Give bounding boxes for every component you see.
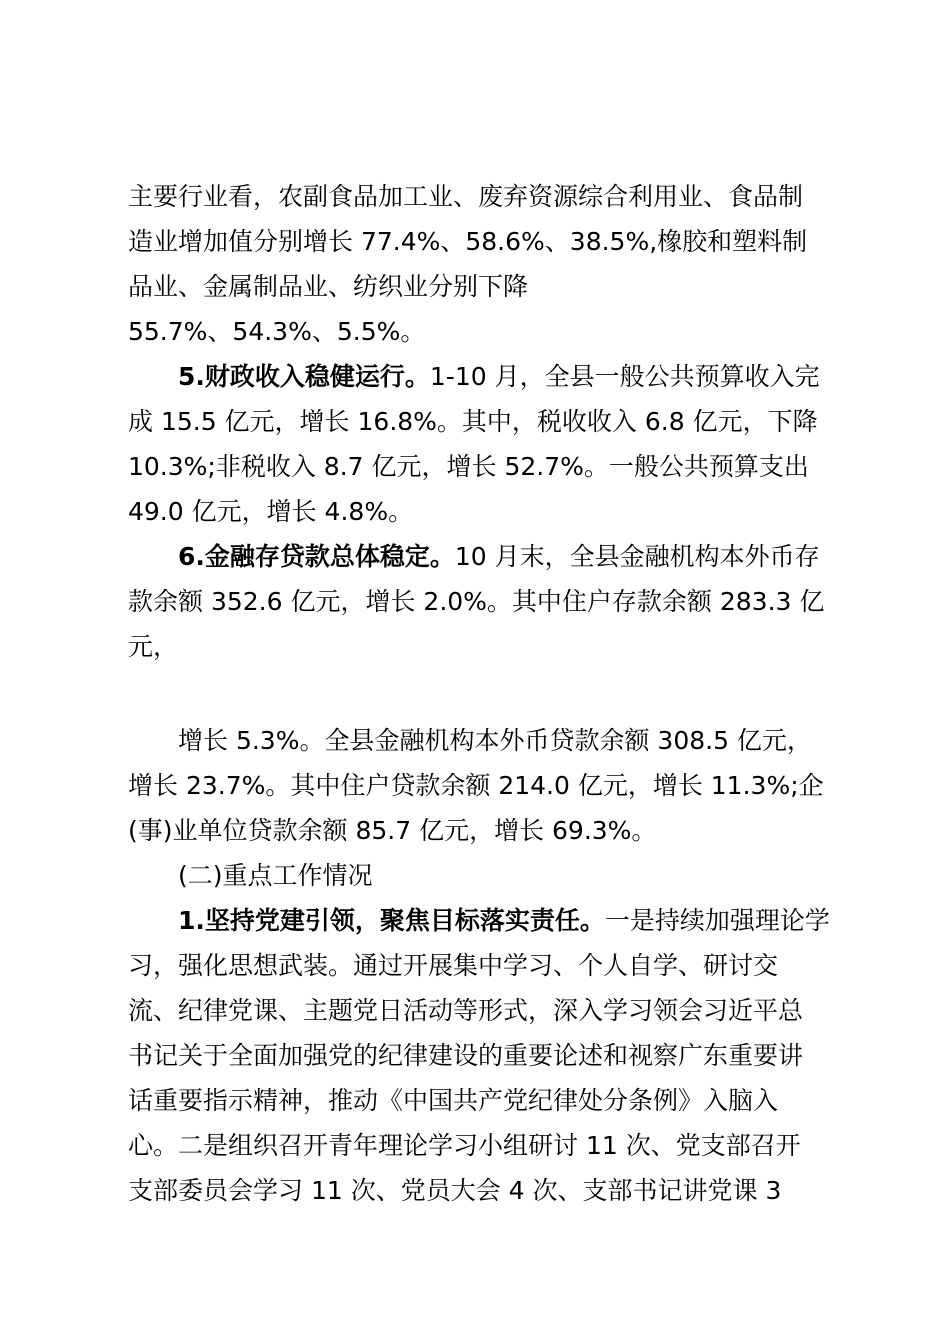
fiscal-line-2: 成 15.5 亿元，增长 16.8%。其中，税收收入 6.8 亿元，下降 xyxy=(128,407,818,436)
finance-line-6: (事)业单位贷款余额 85.7 亿元，增长 69.3%。 xyxy=(128,816,657,845)
party-line-3: 流、纪律党课、主题党日活动等形式，深入学习领会习近平总 xyxy=(128,996,804,1025)
industry-line-4: 55.7%、54.3%、5.5%。 xyxy=(128,317,426,346)
party-line-5: 话重要指示精神，推动《中国共产党纪律处分条例》入脑入 xyxy=(128,1086,779,1115)
finance-line-4: 增长 5.3%。全县金融机构本外币贷款余额 308.5 亿元， xyxy=(178,726,812,755)
party-heading: 1.坚持党建引领，聚焦目标落实责任。 xyxy=(178,906,605,935)
party-line-6: 心。二是组织召开青年理论学习小组研讨 11 次、党支部召开 xyxy=(128,1131,801,1160)
fiscal-line-3: 10.3%;非税收入 8.7 亿元，增长 52.7%。一般公共预算支出 xyxy=(128,452,809,481)
section-title: (二)重点工作情况 xyxy=(178,861,373,890)
body-text xyxy=(128,174,838,1213)
party-line-1-text: 一是持续加强理论学 xyxy=(604,906,830,935)
finance-line-3: 元， xyxy=(128,632,179,661)
finance-line-5: 增长 23.7%。其中住户贷款余额 214.0 亿元，增长 11.3%;企 xyxy=(128,771,824,800)
party-line-7: 支部委员会学习 11 次、党员大会 4 次、支部书记讲党课 3 xyxy=(128,1176,782,1205)
paragraph-gap xyxy=(128,669,838,718)
party-line-2: 习，强化思想武装。通过开展集中学习、个人自学、研讨交 xyxy=(128,951,779,980)
finance-line-1-text: 10 月末，全县金融机构本外币存 xyxy=(454,542,820,571)
party-line-4: 书记关于全面加强党的纪律建设的重要论述和视察广东重要讲 xyxy=(128,1041,804,1070)
industry-line-3: 品业、金属制品业、纺织业分别下降 xyxy=(128,272,529,301)
finance-paragraph-first-line xyxy=(128,534,838,579)
party-paragraph-first-line xyxy=(128,898,838,943)
industry-line-2: 造业增加值分别增长 77.4%、58.6%、38.5%,橡胶和塑料制 xyxy=(128,227,808,256)
fiscal-line-4: 49.0 亿元，增长 4.8%。 xyxy=(128,497,414,526)
finance-line-2: 款余额 352.6 亿元，增长 2.0%。其中住户存款余额 283.3 亿 xyxy=(128,587,825,616)
fiscal-paragraph-first-line xyxy=(128,354,838,399)
finance-heading: 6.金融存贷款总体稳定。 xyxy=(178,542,455,571)
fiscal-line-1-text: 1-10 月，全县一般公共预算收入完 xyxy=(429,362,820,391)
fiscal-heading: 5.财政收入稳健运行。 xyxy=(178,362,430,391)
industry-line-1: 主要行业看，农副食品加工业、废弃资源综合利用业、食品制 xyxy=(128,182,804,211)
